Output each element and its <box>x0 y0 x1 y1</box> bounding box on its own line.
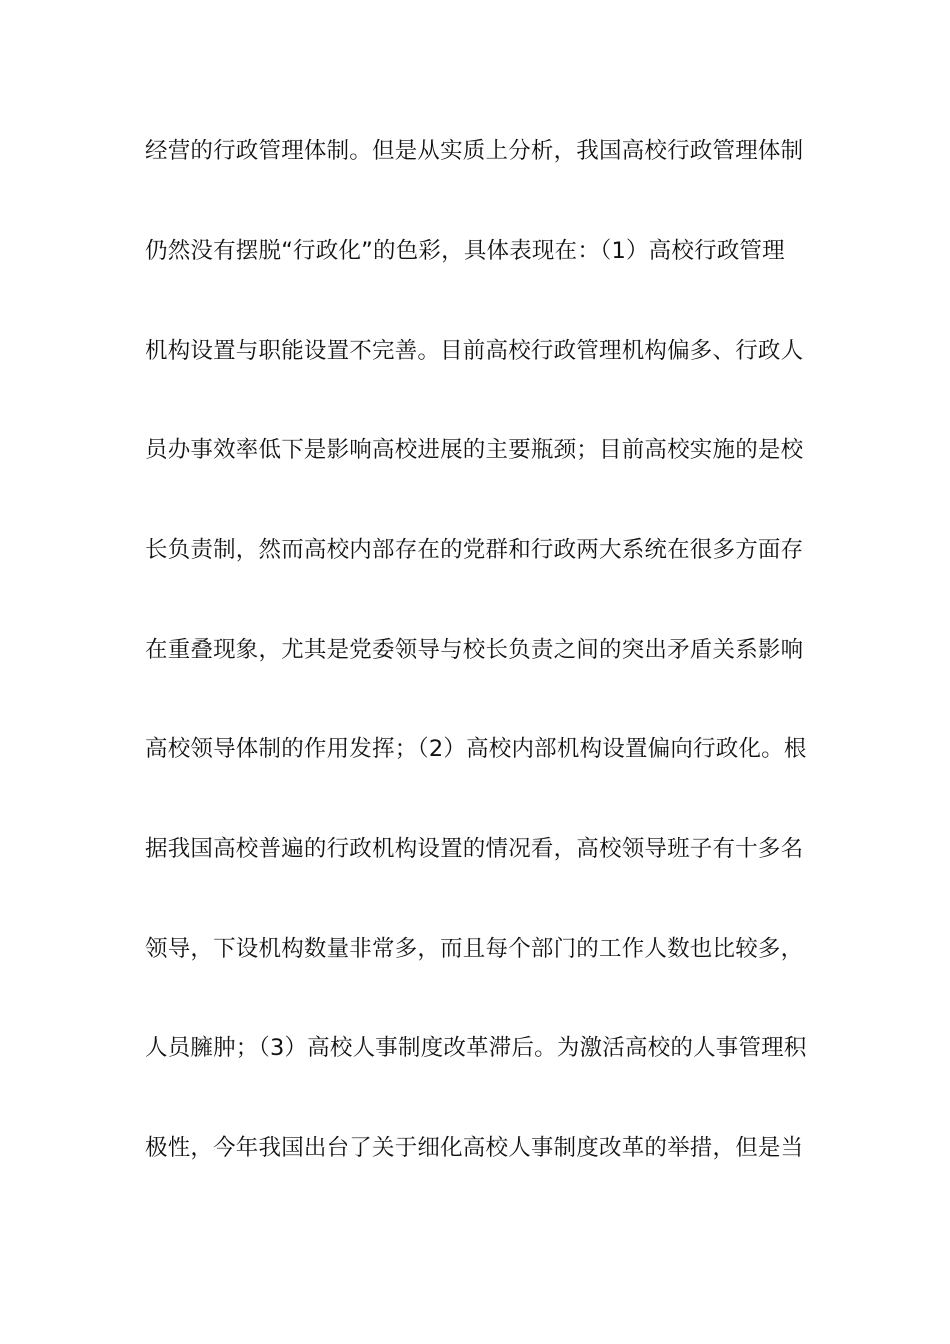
body-text-line: 在重叠现象，尤其是党委领导与校长负责之间的突出矛盾关系影响 <box>145 637 804 663</box>
body-text-line: 员办事效率低下是影响高校进展的主要瓶颈；目前高校实施的是校 <box>145 437 804 463</box>
body-text-line: 仍然没有摆脱“行政化”的色彩，具体表现在：（1）高校行政管理 <box>145 238 785 264</box>
body-text-line: 领导，下设机构数量非常多，而且每个部门的工作人数也比较多， <box>145 936 804 962</box>
body-text-line: 极性，今年我国出台了关于细化高校人事制度改革的举措，但是当 <box>145 1135 804 1161</box>
body-text-line: 人员臃肿；（3）高校人事制度改革滞后。为激活高校的人事管理积 <box>145 1035 807 1061</box>
body-text-line: 机构设置与职能设置不完善。目前高校行政管理机构偏多、行政人 <box>145 338 804 364</box>
body-text-line: 经营的行政管理体制。但是从实质上分析，我国高校行政管理体制 <box>145 138 804 164</box>
body-text-line: 高校领导体制的作用发挥；（2）高校内部机构设置偏向行政化。根 <box>145 736 807 762</box>
body-text-line: 据我国高校普遍的行政机构设置的情况看，高校领导班子有十多名 <box>145 836 804 862</box>
body-text-line: 长负责制，然而高校内部存在的党群和行政两大系统在很多方面存 <box>145 537 804 563</box>
